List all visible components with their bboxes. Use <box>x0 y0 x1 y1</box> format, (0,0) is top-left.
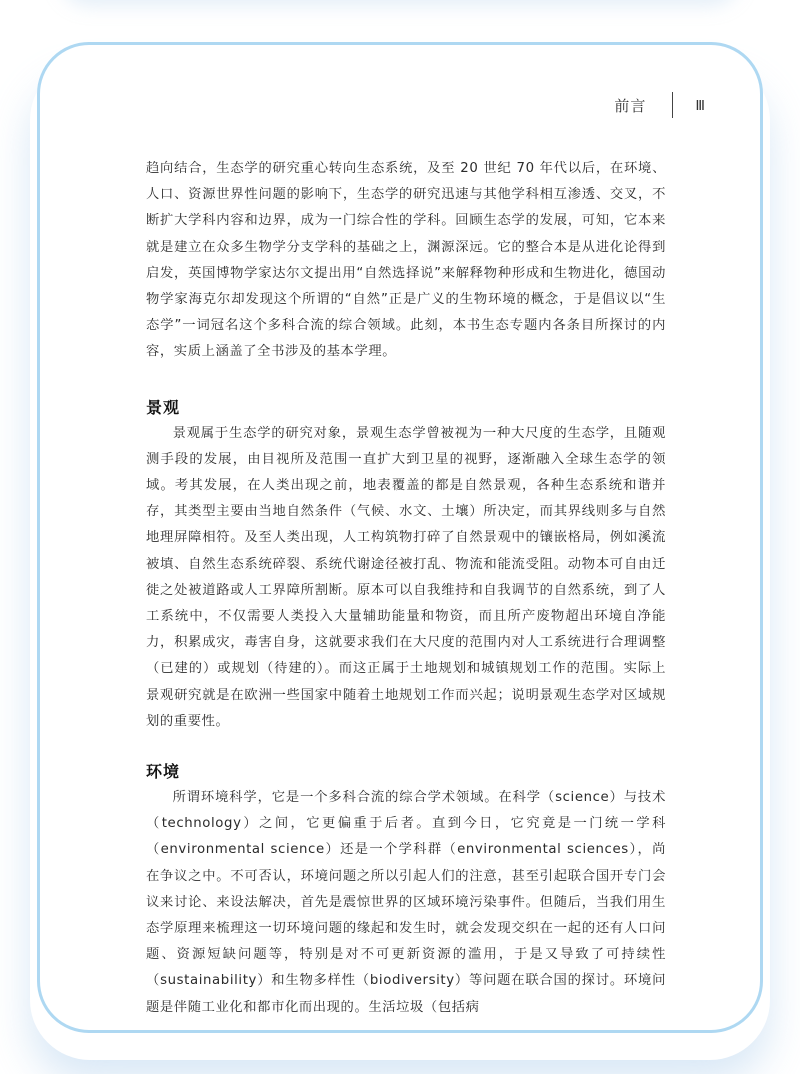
running-header-section-title: 前言 <box>614 96 647 115</box>
page-body <box>146 156 666 1021</box>
landscape-paragraph: 景观属于生态学的研究对象，景观生态学曾被视为一种大尺度的生态学，且随观测手段的发展，由目视所及范围一直扩大到卫星的视野，逐渐融入全球生态学的领域。考其发展，在人类出现之前，地表覆盖的都是自然景观，各种生态系统和谐并存，其类型主要由当地自然条件（气候、水文、土壤）所决定，而其界线则多与自然地理屏障相符。及至人类出现，人工构筑物打碎了自然景观中的镶嵌格局，例如溪流被填、自然生态系统碎裂、系统代谢途径被打乱、物流和能流受阻。动物本可自由迁徙之处被道路或人工界障所割断。原本可以自我维持和自我调节的自然系统，到了人工系统中，不仅需要人类投入大量辅助能量和物资，而且所产废物超出环境自净能力，积累成灾，毒害自身，这就要求我们在大尺度的范围内对人工系统进行合理调整（已建的）或规划（待建的）。而这正属于土地规划和城镇规划工作的范围。实际上景观研究就是在欧洲一些国家中随着土地规划工作而兴起；说明景观生态学对区域规划的重要性。 <box>146 425 666 729</box>
environment-paragraph: 所谓环境科学，它是一个多科合流的综合学术领域。在科学（science）与技术（technology）之间，它更偏重于后者。直到今日，它究竟是一门统一学科（environmental science）还是一个学科群（environmental sciences），尚在争议之中。不可否认，环境问题之所以引起人们的注意，甚至引起联合国开专门会议来讨论、来设法解决，首先是震惊世界的区域环境污染事件。但随后，当我们用生态学原理来梳理这一切环境问题的缘起和发生时，就会发现交织在一起的还有人口问题、资源短缺问题等，特别是对不可更新资源的滥用，于是又导致了可持续性（sustainability）和生物多样性（biodiversity）等问题在联合国的探讨。环境问题是伴随工业化和都市化而出现的。生活垃圾（包括病 <box>146 790 666 1015</box>
header-divider <box>672 92 673 118</box>
page-number: Ⅲ <box>695 96 704 113</box>
section-heading-landscape: 景观 <box>146 397 181 417</box>
intro-paragraph: 趋向结合，生态学的研究重心转向生态系统，及至 20 世纪 70 年代以后，在环境、人口、资源世界性问题的影响下，生态学的研究迅速与其他学科相互渗透、交叉，不断扩大学科内容和边界，成为一门综合性的学科。回顾生态学的发展，可知，它本来就是建立在众多生物学分支学科的基础之上，渊源深远。它的整合本是从进化论得到启发，英国博物学家达尔文提出用“自然选择说”来解释物种形成和生物进化，德国动物学家海克尔却发现这个所谓的“自然”正是广义的生物环境的概念，于是倡议以“生态学”一词冠名这个多科合流的综合领域。此刻，本书生态专题内各条目所探讨的内容，实质上涵盖了全书涉及的基本学理。 <box>146 161 666 360</box>
section-heading-environment: 环境 <box>146 762 181 782</box>
running-header <box>614 92 704 118</box>
